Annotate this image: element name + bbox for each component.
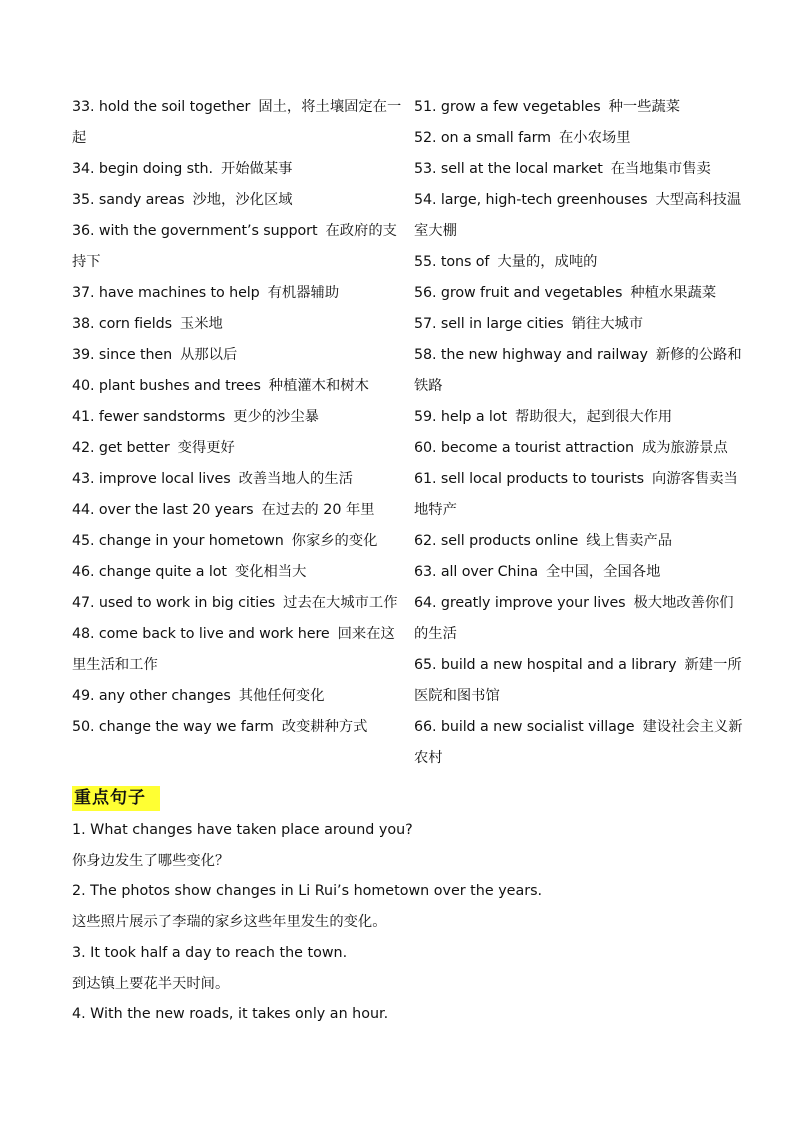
phrase-item xyxy=(414,154,744,185)
phrase-english: 54. large, high-tech greenhouses xyxy=(414,192,648,208)
phrase-item xyxy=(414,123,744,154)
phrase-chinese: 新建一所医院和图书馆 xyxy=(414,657,742,704)
phrase-chinese: 帮助很大，起到很大作用 xyxy=(514,409,673,425)
phrase-english: 44. over the last 20 years xyxy=(72,502,254,518)
phrase-chinese: 从那以后 xyxy=(180,347,238,363)
phrase-english: 33. hold the soil together xyxy=(72,99,251,115)
phrase-english: 49. any other changes xyxy=(72,688,231,704)
phrase-chinese: 种植水果蔬菜 xyxy=(630,285,717,301)
phrase-item xyxy=(414,340,744,402)
phrase-chinese: 开始做某事 xyxy=(220,161,293,177)
phrase-chinese: 回来在这里生活和工作 xyxy=(72,626,395,673)
phrase-english: 55. tons of xyxy=(414,254,490,270)
phrase-item xyxy=(72,681,402,712)
phrase-english: 38. corn fields xyxy=(72,316,172,332)
phrase-chinese: 种一些蔬菜 xyxy=(608,99,681,115)
phrase-english: 56. grow fruit and vegetables xyxy=(414,285,623,301)
phrase-chinese: 线上售卖产品 xyxy=(586,533,672,549)
phrase-english: 58. the new highway and railway xyxy=(414,347,648,363)
phrase-column-left xyxy=(72,92,402,743)
phrase-english: 41. fewer sandstorms xyxy=(72,409,226,425)
phrase-chinese: 在过去的 20 年里 xyxy=(261,502,375,518)
phrase-column-right xyxy=(414,92,744,774)
phrase-chinese: 改善当地人的生活 xyxy=(238,471,353,487)
phrase-item xyxy=(72,309,402,340)
phrase-english: 39. since then xyxy=(72,347,173,363)
phrase-item xyxy=(414,247,744,278)
phrase-chinese: 成为旅游景点 xyxy=(641,440,728,456)
phrase-english: 63. all over China xyxy=(414,564,538,580)
phrase-item xyxy=(72,371,402,402)
phrase-english: 53. sell at the local market xyxy=(414,161,603,177)
phrase-english: 43. improve local lives xyxy=(72,471,231,487)
phrase-english: 62. sell products online xyxy=(414,533,579,549)
phrase-chinese: 向游客售卖当地特产 xyxy=(414,471,738,518)
phrase-chinese: 全中国，全国各地 xyxy=(546,564,661,580)
phrase-chinese: 沙地，沙化区域 xyxy=(192,192,293,208)
phrase-chinese: 销往大城市 xyxy=(571,316,644,332)
phrase-chinese: 改变耕种方式 xyxy=(281,719,368,735)
phrase-item xyxy=(414,557,744,588)
phrase-item xyxy=(72,278,402,309)
phrase-item xyxy=(72,526,402,557)
phrase-chinese: 大型高科技温室大棚 xyxy=(414,192,742,239)
sentence-line: 你身边发生了哪些变化？ xyxy=(72,852,230,869)
phrase-chinese: 变化相当大 xyxy=(234,564,307,580)
key-sentences xyxy=(72,815,752,1030)
phrase-english: 60. become a tourist attraction xyxy=(414,440,634,456)
phrase-chinese: 新修的公路和铁路 xyxy=(414,347,742,394)
phrase-item xyxy=(414,588,744,650)
section-title-key-sentences: 重点句子 xyxy=(72,786,160,811)
sentence-line: 到达镇上要花半天时间。 xyxy=(72,975,230,992)
phrase-chinese: 你家乡的变化 xyxy=(291,533,378,549)
phrase-item xyxy=(72,402,402,433)
phrase-item xyxy=(72,619,402,681)
phrase-item xyxy=(414,278,744,309)
sentence-line: 2. The photos show changes in Li Rui’s hometown over the years. xyxy=(72,883,543,900)
phrase-item xyxy=(72,154,402,185)
phrase-item xyxy=(414,402,744,433)
phrase-english: 51. grow a few vegetables xyxy=(414,99,601,115)
phrase-chinese: 过去在大城市工作 xyxy=(283,595,398,611)
phrase-english: 34. begin doing sth. xyxy=(72,161,213,177)
phrase-chinese: 其他任何变化 xyxy=(238,688,325,704)
phrase-chinese: 在小农场里 xyxy=(559,130,631,146)
phrase-english: 47. used to work in big cities xyxy=(72,595,276,611)
phrase-chinese: 有机器辅助 xyxy=(267,285,340,301)
phrase-english: 46. change quite a lot xyxy=(72,564,227,580)
phrase-item xyxy=(414,92,744,123)
phrase-item xyxy=(414,712,744,774)
phrase-item xyxy=(72,464,402,495)
phrase-english: 48. come back to live and work here xyxy=(72,626,330,642)
phrase-item xyxy=(414,526,744,557)
phrase-chinese: 玉米地 xyxy=(179,316,223,332)
phrase-english: 35. sandy areas xyxy=(72,192,185,208)
phrase-chinese: 在政府的支持下 xyxy=(72,223,397,270)
phrase-chinese: 极大地改善你们的生活 xyxy=(414,595,734,642)
phrase-chinese: 大量的，成吨的 xyxy=(497,254,598,270)
phrase-item xyxy=(414,464,744,526)
phrase-item xyxy=(414,185,744,247)
phrase-english: 66. build a new socialist village xyxy=(414,719,635,735)
sentence-line: 这些照片展示了李瑞的家乡这些年里发生的变化。 xyxy=(72,914,387,931)
phrase-english: 42. get better xyxy=(72,440,170,456)
phrase-item xyxy=(72,433,402,464)
phrase-english: 40. plant bushes and trees xyxy=(72,378,261,394)
phrase-english: 65. build a new hospital and a library xyxy=(414,657,677,673)
phrase-item xyxy=(72,588,402,619)
phrase-item xyxy=(72,92,402,154)
phrase-item xyxy=(72,557,402,588)
phrase-chinese: 更少的沙尘暴 xyxy=(233,409,319,425)
sentence-line: 1. What changes have taken place around you? xyxy=(72,822,413,838)
phrase-chinese: 建设社会主义新农村 xyxy=(414,719,743,766)
phrase-item xyxy=(72,495,402,526)
phrase-item xyxy=(72,340,402,371)
phrase-item xyxy=(414,650,744,712)
phrase-english: 45. change in your hometown xyxy=(72,533,284,549)
phrase-chinese: 种植灌木和树木 xyxy=(268,378,369,394)
phrase-item xyxy=(72,216,402,278)
phrase-english: 37. have machines to help xyxy=(72,285,260,301)
sentence-line: 4. With the new roads, it takes only an hour. xyxy=(72,1006,389,1023)
phrase-item xyxy=(414,433,744,464)
phrase-english: 36. with the government’s support xyxy=(72,223,318,239)
phrase-item xyxy=(72,185,402,216)
phrase-chinese: 固土，将土壤固定在一起 xyxy=(72,99,402,146)
phrase-item xyxy=(414,309,744,340)
phrase-english: 64. greatly improve your lives xyxy=(414,595,626,611)
sentence-line: 3. It took half a day to reach the town. xyxy=(72,944,348,961)
phrase-english: 50. change the way we farm xyxy=(72,719,274,735)
phrase-english: 52. on a small farm xyxy=(414,130,552,146)
phrase-item xyxy=(72,712,402,743)
phrase-english: 61. sell local products to tourists xyxy=(414,471,645,487)
phrase-chinese: 变得更好 xyxy=(177,440,235,456)
phrase-english: 59. help a lot xyxy=(414,409,507,425)
phrase-chinese: 在当地集市售卖 xyxy=(610,161,711,177)
phrase-english: 57. sell in large cities xyxy=(414,316,564,332)
